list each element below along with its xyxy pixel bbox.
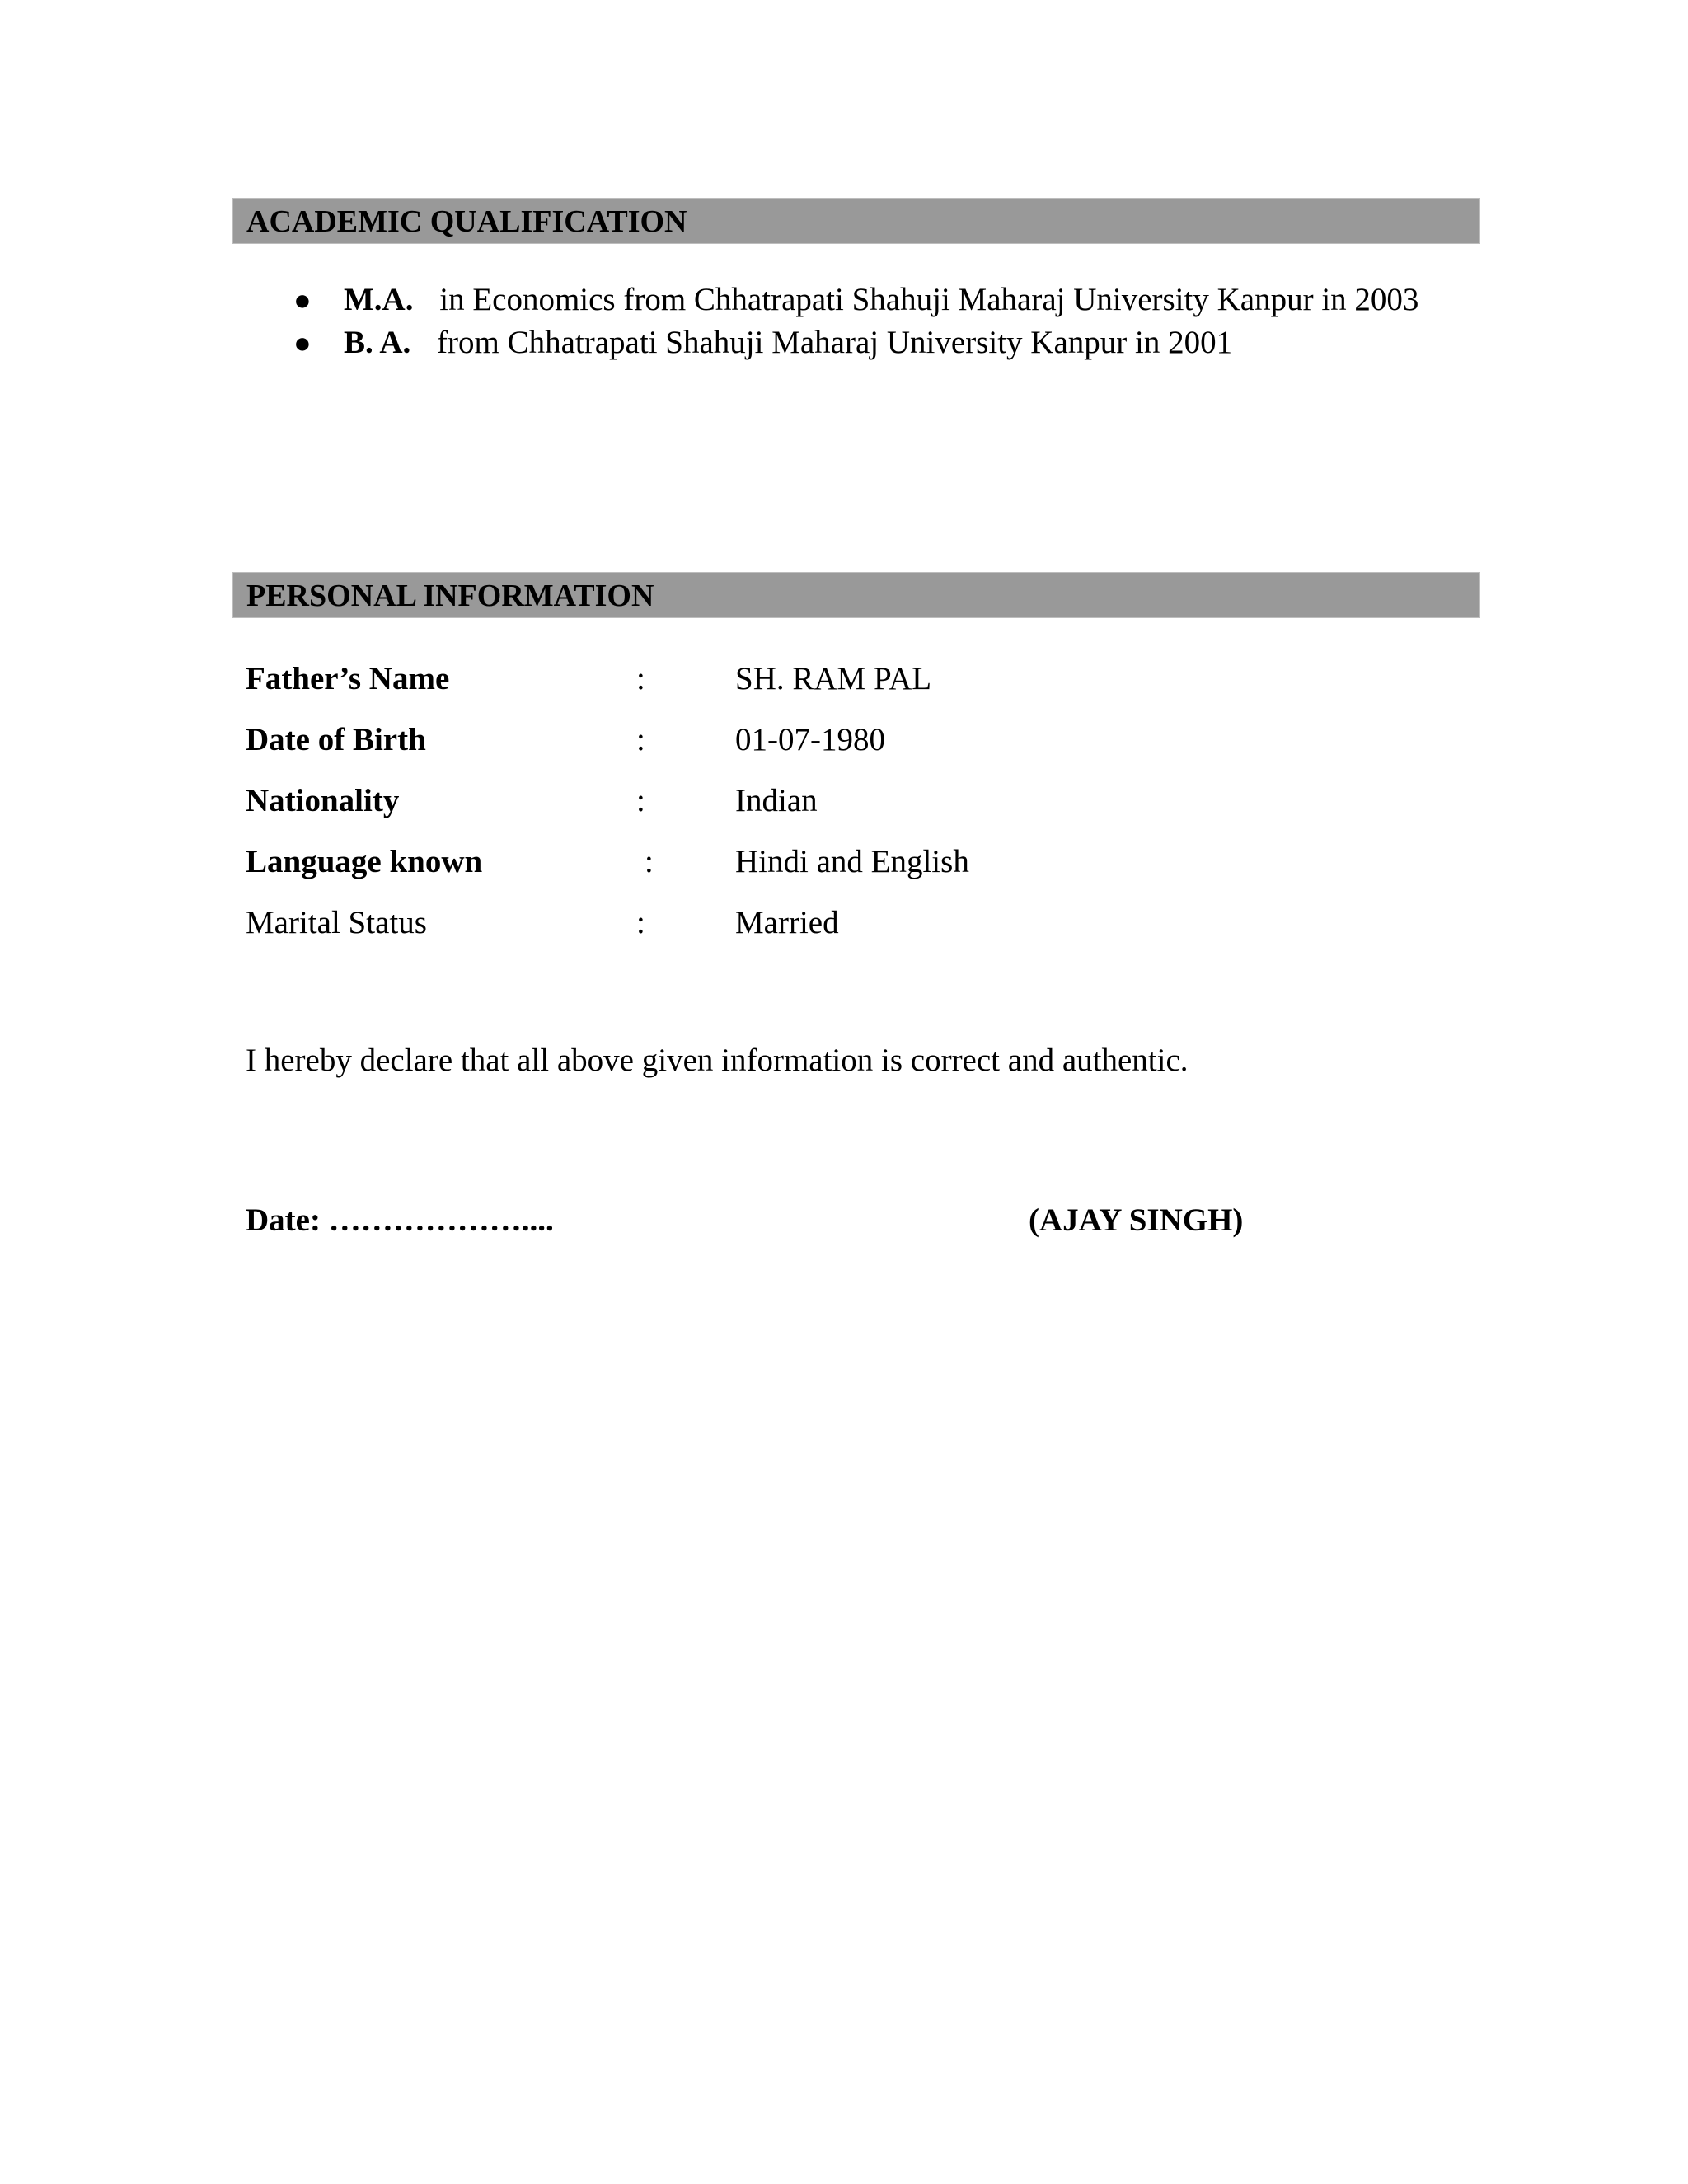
degree-details: in Economics from Chhatrapati Shahuji Maharaj University Kanpur in 2003 [439, 282, 1419, 317]
info-label: Language known [246, 844, 483, 879]
declaration-text: I hereby declare that all above given information is correct and authentic. [246, 1043, 1189, 1078]
info-row-marital-status [246, 902, 1400, 944]
info-label: Date of Birth [246, 722, 426, 757]
info-colon: : [645, 844, 654, 879]
personal-information-heading: PERSONAL INFORMATION [232, 572, 1480, 618]
degree-name: B. A. [344, 325, 411, 360]
info-row-language-known [246, 841, 1400, 883]
academic-qualification-heading: ACADEMIC QUALIFICATION [232, 198, 1480, 244]
info-row-nationality [246, 780, 1400, 822]
info-colon: : [636, 905, 645, 940]
bullet-icon: ● [293, 326, 312, 359]
info-colon: : [636, 661, 645, 696]
info-label: Father’s Name [246, 661, 450, 696]
info-row-fathers-name [246, 658, 1400, 700]
info-value: SH. RAM PAL [735, 661, 932, 696]
info-value: Married [735, 905, 839, 940]
info-value: Hindi and English [735, 844, 969, 879]
info-label: Nationality [246, 783, 400, 818]
list-item [232, 323, 1480, 363]
info-row-date-of-birth [246, 719, 1400, 761]
info-label: Marital Status [246, 905, 427, 940]
qualification-list [232, 280, 1480, 366]
degree-details: from Chhatrapati Shahuji Maharaj University Kanpur in 2001 [437, 325, 1233, 360]
signature-name: (AJAY SINGH) [1029, 1202, 1244, 1238]
info-value: Indian [735, 783, 818, 818]
info-value: 01-07-1980 [735, 722, 885, 757]
list-item [232, 280, 1480, 320]
bullet-icon: ● [293, 284, 312, 316]
degree-name: M.A. [344, 282, 414, 317]
info-colon: : [636, 783, 645, 818]
date-line: Date: ……………….... [246, 1202, 554, 1238]
info-colon: : [636, 722, 645, 757]
